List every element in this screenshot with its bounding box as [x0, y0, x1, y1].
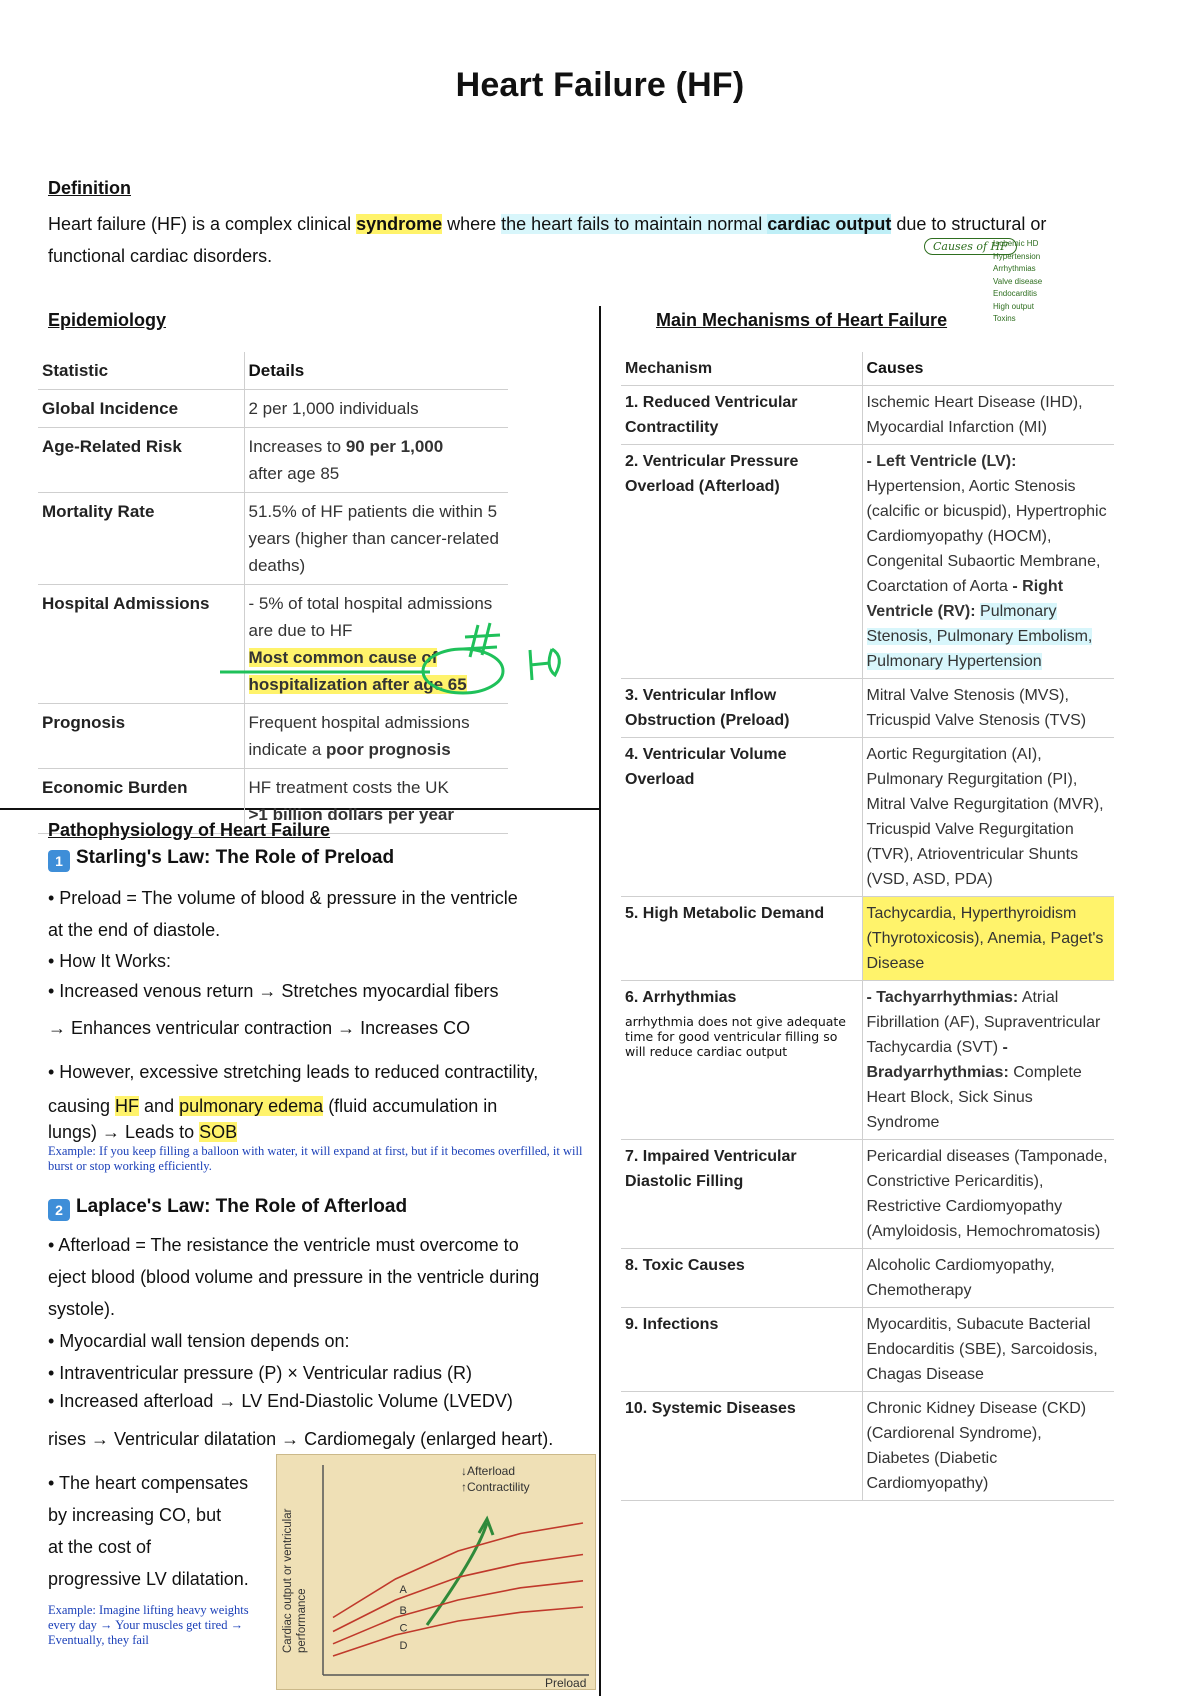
table-row — [621, 981, 1114, 1140]
table-cell — [862, 981, 1114, 1140]
table-cell — [862, 445, 1114, 679]
table-cell — [621, 981, 862, 1140]
table-cell: Aortic Regurgitation (AI), Pulmonary Regurgitation (PI), Mitral Valve Regurgitation (MVR), Tricuspid Valve Regurgitation (TVR), Atrioventricular Shunts (VSD, ASD, PDA) — [862, 738, 1114, 897]
causes-note-item: Valve disease — [993, 276, 1043, 286]
table-cell: 2. Ventricular Pressure Overload (Afterload) — [621, 445, 862, 679]
text-line: • Afterload = The resistance the ventricle must overcome to — [48, 1235, 519, 1255]
table-cell: 8. Toxic Causes — [621, 1249, 862, 1308]
table-cell: Economic Burden — [38, 769, 244, 834]
text-line: • Intraventricular pressure (P) × Ventricular radius (R) — [48, 1363, 472, 1383]
text-line: → Enhances ventricular contraction → Increases CO — [48, 1018, 471, 1038]
mechanisms-heading: Main Mechanisms of Heart Failure — [656, 310, 948, 330]
curve-B — [333, 1555, 583, 1632]
text-line: • Myocardial wall tension depends on: — [48, 1331, 350, 1351]
table-cell — [244, 704, 508, 769]
table-cell: Age-Related Risk — [38, 428, 244, 493]
causes-note-item: Arrhythmias — [993, 264, 1036, 273]
x-axis-label: Preload — [545, 1676, 587, 1690]
sob-highlight: SOB — [199, 1122, 238, 1142]
table-cell: Hospital Admissions — [38, 585, 244, 704]
text-line — [48, 1092, 596, 1120]
contractility-arrow — [427, 1523, 487, 1625]
cell-text: Pulmonary Stenosis, Pulmonary Embolism, Pulmonary Hypertension — [866, 603, 1093, 670]
table-row — [621, 1392, 1114, 1501]
epidemiology-heading: Epidemiology — [48, 310, 167, 330]
cell-text: HF treatment costs the UK — [248, 778, 449, 797]
causes-note-item: High output — [993, 301, 1034, 311]
step-title-text: Starling's Law: The Role of Preload — [76, 847, 395, 868]
curves-group — [333, 1523, 583, 1656]
table-row — [621, 738, 1114, 897]
definition-text-line2: functional cardiac disorders. — [48, 246, 273, 266]
table-row — [621, 897, 1114, 981]
definition-text — [48, 208, 1178, 240]
table-cell: Chronic Kidney Disease (CKD) (Cardiorenal Syndrome), Diabetes (Diabetic Cardiomyopathy) — [862, 1392, 1114, 1501]
definition-text-part: Heart failure (HF) is a complex clinical — [48, 214, 357, 234]
epidemiology-table — [38, 352, 508, 834]
causes-note-item: Endocarditis — [993, 289, 1038, 298]
table-row — [38, 428, 508, 493]
table-cell: Myocarditis, Subacute Bacterial Endocarditis (SBE), Sarcoidosis, Chagas Disease — [862, 1308, 1114, 1392]
curve-label: B — [399, 1605, 407, 1617]
causes-note-item: Ischemic HD — [993, 239, 1039, 248]
cell-text-highlight: Most common cause of hospitalization after age 65 — [248, 648, 467, 694]
table-row — [621, 1249, 1114, 1308]
table-cell: 9. Infections — [621, 1308, 862, 1392]
table-cell: Alcoholic Cardiomyopathy, Chemotherapy — [862, 1249, 1114, 1308]
table-cell: 51.5% of HF patients die within 5 years (higher than cancer-related deaths) — [244, 493, 508, 585]
table-cell: Pericardial diseases (Tamponade, Constrictive Pericarditis), Restrictive Cardiomyopathy (Amyloidosis, Hemochromatosis) — [862, 1140, 1114, 1249]
hf-highlight: HF — [115, 1096, 140, 1116]
laplace-law-title — [48, 1196, 596, 1221]
text-line: • Increased venous return → Stretches myocardial fibers — [48, 981, 499, 1001]
text-line: • However, excessive stretching leads to reduced contractility, — [48, 1062, 539, 1082]
table-header: Details — [244, 352, 508, 390]
table-header-row — [621, 352, 1114, 386]
cell-text: Atrial Fibrillation (AF), Supraventricular Tachycardia (SVT) — [866, 989, 1101, 1056]
legend-afterload: ↓Afterload — [461, 1464, 516, 1478]
cell-text-bold: - Bradyarrhythmias: — [866, 1039, 1009, 1081]
curve-label: C — [399, 1622, 408, 1635]
text-line: at the cost of — [48, 1537, 152, 1557]
cell-text: Increases to — [248, 437, 346, 456]
table-row — [38, 390, 508, 428]
pulmonary-edema-highlight: pulmonary edema — [179, 1096, 324, 1116]
table-cell: 4. Ventricular Volume Overload — [621, 738, 862, 897]
causes-handwritten-note — [993, 238, 1193, 326]
causes-note-item: Hypertension — [993, 251, 1041, 261]
table-header: Causes — [862, 352, 1114, 386]
causes-note-item: Toxins — [993, 314, 1016, 323]
text-part: and — [139, 1096, 180, 1116]
table-cell — [244, 428, 508, 493]
definition-text-part: due to structural or — [891, 214, 1047, 234]
balloon-example: Example: If you keep filling a balloon with water, it will expand at first, but if it becomes overfilled, it will burst or stop working efficiently. — [48, 1144, 583, 1173]
table-row — [621, 386, 1114, 445]
table-cell: 10. Systemic Diseases — [621, 1392, 862, 1501]
curve-label: A — [399, 1584, 407, 1596]
table-header: Statistic — [38, 352, 244, 390]
cell-text-bold: poor prognosis — [326, 740, 451, 759]
text-line: • The heart compensates — [48, 1473, 249, 1493]
table-cell: Ischemic Heart Disease (IHD), Myocardial Infarction (MI) — [862, 386, 1114, 445]
cell-text: Hypertension, Aortic Stenosis (calcific or bicuspid), Hypertrophic Cardiomyopathy (HOCM), Congenital Subaortic Membrane, Coarctation of Aorta — [866, 478, 1107, 595]
text-part: (fluid accumulation in — [323, 1096, 498, 1116]
cell-text-bold: - Right Ventricle (RV): — [866, 578, 1064, 620]
weights-example: Example: Imagine lifting heavy weights every day → Your muscles get tired → Eventually, they fail — [48, 1603, 249, 1647]
curve-A — [333, 1523, 583, 1618]
text-part: lungs) → Leads to — [48, 1122, 200, 1142]
text-line: at the end of diastole. — [48, 920, 221, 940]
starling-law-title — [48, 847, 596, 872]
table-cell: 1. Reduced Ventricular Contractility — [621, 386, 862, 445]
legend-contractility: ↑Contractility — [461, 1480, 530, 1494]
syndrome-highlight: syndrome — [356, 214, 443, 234]
cell-text: Complete Heart Block, Sick Sinus Syndrome — [866, 1064, 1082, 1131]
table-cell: Global Incidence — [38, 390, 244, 428]
table-cell: Mortality Rate — [38, 493, 244, 585]
causes-of-hf-label: Causes of HF — [924, 238, 1017, 255]
text-part: causing — [48, 1096, 116, 1116]
mechanisms-table — [621, 352, 1114, 1501]
text-line — [48, 1120, 596, 1144]
curve-svg — [277, 1455, 597, 1691]
green-annotation-marks — [210, 605, 570, 695]
step-number-badge: 2 — [48, 1199, 70, 1221]
y-axis-label: Cardiac output or ventricular performance — [282, 1508, 308, 1653]
arrhythmia-note: arrhythmia does not give adequate time for good ventricular filling so will reduce cardiac output — [625, 1014, 846, 1059]
table-cell: 3. Ventricular Inflow Obstruction (Preload) — [621, 679, 862, 738]
table-header: Mechanism — [621, 352, 862, 386]
text-line: by increasing CO, but — [48, 1505, 222, 1525]
cell-text: 6. Arrhythmias — [625, 989, 737, 1006]
table-header-row — [38, 352, 508, 390]
text-line: • How It Works: — [48, 951, 171, 971]
cell-text-bold: >1 billion dollars per year — [248, 805, 454, 824]
table-row — [621, 445, 1114, 679]
text-line: eject blood (blood volume and pressure in the ventricle during — [48, 1267, 540, 1287]
cell-text-bold: - Tachyarrhythmias: — [866, 989, 1019, 1006]
column-divider — [599, 306, 601, 1696]
cell-text: Frequent hospital admissions indicate a — [248, 713, 470, 759]
cell-text: after age 85 — [248, 464, 340, 483]
curve-label: D — [399, 1640, 408, 1652]
table-cell: 2 per 1,000 individuals — [244, 390, 508, 428]
cell-text-bold: 90 per 1,000 — [345, 437, 444, 456]
definition-text-part: where — [442, 214, 502, 234]
table-row — [621, 1308, 1114, 1392]
text-line: • Increased afterload → LV End-Diastolic Volume (LVEDV) — [48, 1391, 513, 1411]
text-line: systole). — [48, 1299, 116, 1319]
table-row — [38, 704, 508, 769]
curve-D — [333, 1607, 583, 1656]
step-number-badge: 1 — [48, 850, 70, 872]
definition-text-part: the heart fails to maintain normal — [501, 214, 768, 234]
table-row — [38, 493, 508, 585]
cardiac-output-highlight: cardiac output — [767, 214, 892, 234]
table-row — [621, 1140, 1114, 1249]
cell-text-bold: - Left Ventricle (LV): — [866, 453, 1017, 470]
page-title: Heart Failure (HF) — [455, 66, 745, 104]
cell-text: - 5% of total hospital admissions are due to HF — [248, 594, 493, 640]
text-line: rises → Ventricular dilatation → Cardiomegaly (enlarged heart). — [48, 1429, 554, 1449]
text-line: • Preload = The volume of blood & pressure in the ventricle — [48, 888, 518, 908]
table-cell: Mitral Valve Stenosis (MVS), Tricuspid Valve Stenosis (TVS) — [862, 679, 1114, 738]
table-cell: Prognosis — [38, 704, 244, 769]
text-line: progressive LV dilatation. — [48, 1569, 249, 1589]
table-cell: Tachycardia, Hyperthyroidism (Thyrotoxicosis), Anemia, Paget's Disease — [862, 897, 1114, 981]
table-cell: 7. Impaired Ventricular Diastolic Filling — [621, 1140, 862, 1249]
table-cell: 5. High Metabolic Demand — [621, 897, 862, 981]
pathophysiology-heading: Pathophysiology of Heart Failure — [48, 820, 331, 840]
definition-heading: Definition — [48, 178, 131, 198]
y-axis-label-box — [277, 1493, 321, 1653]
step-title-text: Laplace's Law: The Role of Afterload — [76, 1196, 408, 1217]
starling-curve-chart — [276, 1454, 596, 1690]
table-row — [621, 679, 1114, 738]
